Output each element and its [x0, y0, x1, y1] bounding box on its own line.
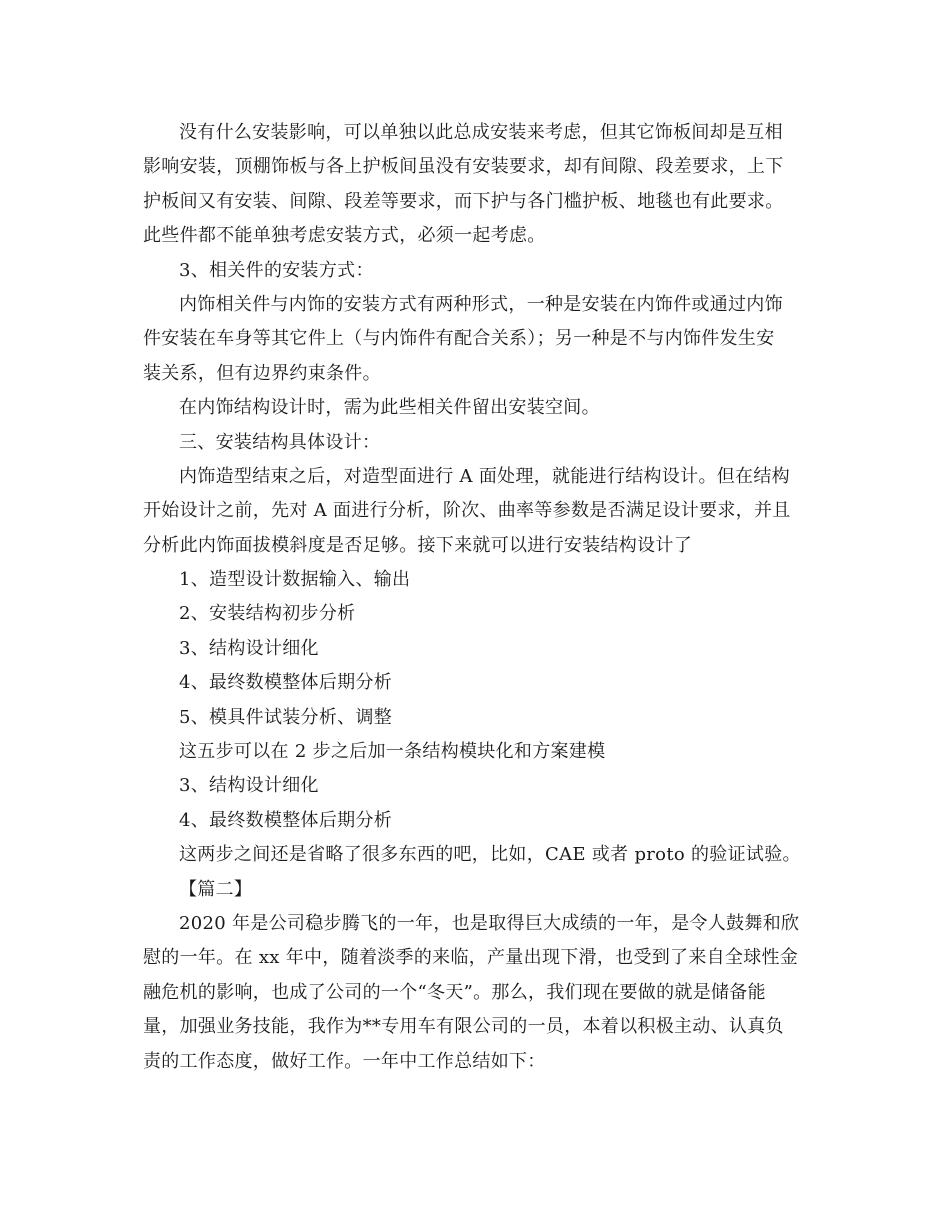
text-line: 内饰造型结束之后，对造型面进行 A 面处理，就能进行结构设计。但在结构 [179, 465, 790, 487]
text-line: 没有什么安装影响，可以单独以此总成安装来考虑，但其它饰板间却是互相 [179, 122, 783, 143]
text-line: 件安装在车身等其它件上（与内饰件有配合关系）；另一种是不与内饰件发生安 [143, 328, 775, 350]
text-line: 3、相关件的安装方式： [179, 259, 374, 281]
text-line: 护板间又有安装、间隙、段差等要求，而下护与各门槛护板、地毯也有此要求。 [143, 190, 784, 212]
text-line: 装关系，但有边界约束条件。 [143, 362, 381, 384]
text-line: 量，加强业务技能，我作为**专用车有限公司的一员，本着以积极主动、认真负 [143, 1016, 784, 1038]
text-line: 2020 年是公司稳步腾飞的一年，也是取得巨大成绩的一年，是令人鼓舞和欣 [179, 912, 800, 934]
text-line: 5、模具件试装分析、调整 [179, 706, 393, 728]
text-line: 慰的一年。在 xx 年中，随着淡季的来临，产量出现下滑，也受到了来自全球性金 [143, 947, 799, 969]
document-page [143, 116, 813, 1079]
text-line: 3、结构设计细化 [179, 637, 319, 659]
text-line: 这两步之间还是省略了很多东西的吧，比如，CAE 或者 proto 的验证试验。 [179, 844, 801, 866]
text-line: 三、安装结构具体设计： [179, 431, 381, 453]
text-line: 4、最终数模整体后期分析 [179, 672, 393, 694]
text-line: 融危机的影响，也成了公司的一个“冬天”。那么，我们现在要做的就是储备能 [143, 981, 766, 1003]
text-line: 2、安装结构初步分析 [179, 603, 356, 625]
text-line: 4、最终数模整体后期分析 [179, 809, 393, 831]
text-line: 在内饰结构设计时，需为此些相关件留出安装空间。 [179, 397, 600, 419]
text-line: 1、造型设计数据输入、输出 [179, 569, 411, 591]
text-line: 分析此内饰面拔模斜度是否足够。接下来就可以进行安装结构设计了 [143, 534, 692, 556]
text-line: 责的工作态度，做好工作。一年中工作总结如下： [143, 1050, 546, 1072]
text-line: 这五步可以在 2 步之后加一条结构模块化和方案建模 [179, 741, 606, 763]
text-line: 开始设计之前，先对 A 面进行分析，阶次、曲率等参数是否满足设计要求，并且 [143, 500, 791, 522]
text-line: 【篇二】 [179, 878, 253, 900]
text-line: 3、结构设计细化 [179, 775, 319, 797]
text-line: 影响安装，顶棚饰板与各上护板间虽没有安装要求，却有间隙、段差要求，上下 [143, 156, 784, 178]
text-line: 内饰相关件与内饰的安装方式有两种形式，一种是安装在内饰件或通过内饰 [179, 293, 783, 315]
text-line: 此些件都不能单独考虑安装方式，必须一起考虑。 [143, 225, 546, 247]
